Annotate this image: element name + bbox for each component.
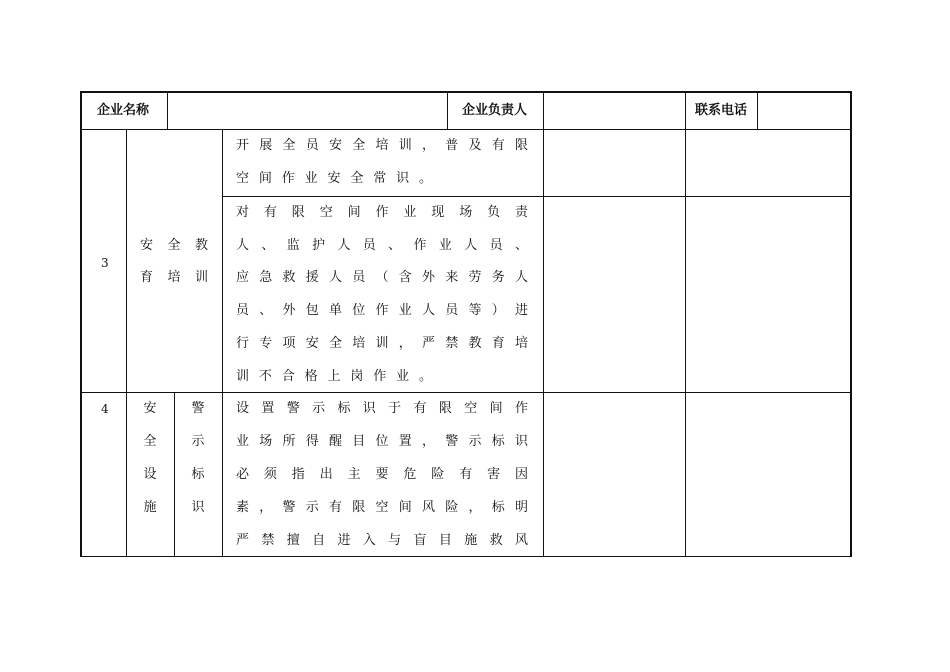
remarks-cell[interactable]: [687, 198, 849, 391]
number-column-divider: [126, 129, 127, 557]
category-column-divider: [222, 129, 223, 557]
remarks-cell[interactable]: [687, 394, 849, 555]
phone-label: 联系电话: [695, 103, 748, 118]
row3-bottom-border: [80, 392, 852, 393]
header-divider-5: [757, 91, 758, 129]
requirement-line: 应急救援人员（含外来劳务人: [236, 270, 528, 285]
leader-label: 企业负责人: [462, 103, 528, 118]
requirement-line: 业场所得醒目位置，警示标识: [236, 434, 528, 449]
requirement-line: 开展全员安全培训，普及有限: [236, 138, 528, 153]
header-divider-3: [543, 91, 544, 129]
subcategory-char: 识: [191, 500, 205, 515]
header-bottom-border: [80, 129, 852, 130]
check-result-cell[interactable]: [545, 394, 684, 555]
leader-field[interactable]: [546, 103, 682, 119]
requirement-line: 必须指出主要危险有害因: [236, 467, 528, 482]
phone-field[interactable]: [760, 103, 848, 119]
row-number: 4: [101, 402, 109, 416]
company-name-label: 企业名称: [97, 103, 150, 118]
subcategory-char: 示: [191, 434, 205, 449]
requirement-line: 对有限空间作业现场负责: [236, 205, 528, 220]
subcategory-column-divider: [174, 392, 175, 557]
content-column-divider: [543, 129, 544, 557]
category-char: 设: [143, 467, 157, 482]
header-divider-2: [447, 91, 448, 129]
check-result-cell[interactable]: [545, 198, 684, 391]
category-line: 安全教: [140, 238, 208, 253]
requirement-line: 人、监护人员、作业人员、: [236, 238, 528, 253]
requirement-line: 行专项安全培训，严禁教育培: [236, 336, 528, 351]
subcategory-char: 警: [191, 401, 205, 416]
row-number: 3: [101, 256, 109, 270]
table-bottom-border: [80, 556, 852, 557]
row3-item-divider: [222, 196, 852, 197]
remarks-cell[interactable]: [687, 131, 849, 195]
company-name-field[interactable]: [170, 103, 444, 119]
header-divider-4: [685, 91, 686, 129]
subcategory-char: 标: [191, 467, 205, 482]
table-top-border: [80, 91, 852, 93]
header-divider-1: [167, 91, 168, 129]
category-char: 全: [143, 434, 157, 449]
table-left-border: [80, 91, 82, 557]
requirement-line: 员、外包单位作业人员等）进: [236, 303, 528, 318]
category-line: 育培训: [140, 270, 208, 285]
check-result-cell[interactable]: [545, 131, 684, 195]
table-right-border: [850, 91, 852, 557]
requirement-line: 严禁擅自进入与盲目施救风: [236, 533, 528, 548]
requirement-line: 设置警示标识于有限空间作: [236, 401, 528, 416]
category-char: 安: [143, 401, 157, 416]
category-char: 施: [143, 500, 157, 515]
requirement-line: 训不合格上岗作业。: [236, 369, 432, 384]
check-column-divider: [685, 129, 686, 557]
requirement-line: 素，警示有限空间风险，标明: [236, 500, 528, 515]
requirement-line: 空间作业安全常识。: [236, 171, 432, 186]
